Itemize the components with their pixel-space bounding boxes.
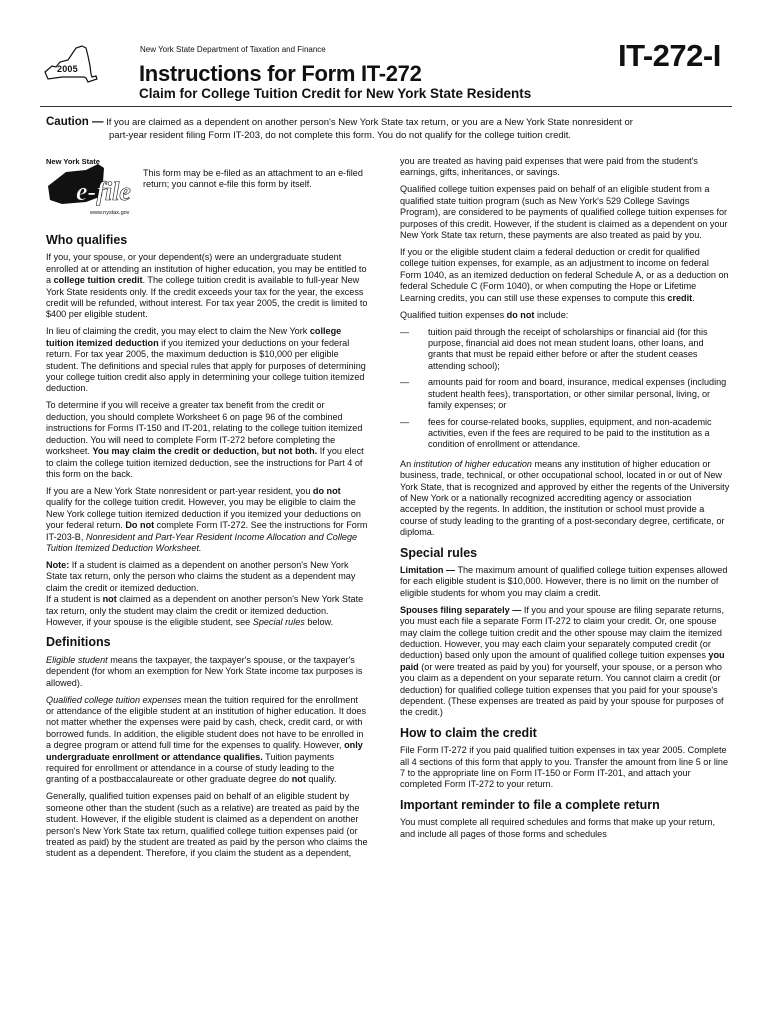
paragraph: If you are a New York State nonresident or part-year resident, you do not qualify for the college tuition credit. However, you may be eligible to claim the New York college tuition itemized deduction if you itemized your deductions on your federal return. Do not complete Form IT-272. See the instructions for Form IT-203-B, Nonresident and Part-Year Resident Income Allocation and College Tuition Itemized Deduction Worksheet. xyxy=(46,485,368,553)
caution-text-2: part-year resident filing Form IT-203, do not complete this form. You do not qualify for the college tuition credit. xyxy=(109,129,572,141)
how-to-claim-heading: How to claim the credit xyxy=(400,725,537,740)
right-column xyxy=(400,156,730,846)
efile-state-label: New York State xyxy=(46,157,100,166)
note-paragraph: Note: If a student is claimed as a dependent on another person's New York State tax return, only the person who claims the student as a dependent may claim the credit or itemized deduction. xyxy=(46,559,356,593)
tax-year-label: 2005 xyxy=(57,64,78,74)
paragraph: you are treated as having paid expenses that were paid from the student's earnings, gifts, inheritances, or savings. xyxy=(400,156,698,178)
paragraph: File Form IT-272 if you paid qualified tuition expenses in tax year 2005. Complete all 4 sections of this form that apply to you. Transfer the amount from line 5 or line 7 to the appropriate line on Form IT-150 or Form IT-201, and attach your completed Form IT-272 to your return. xyxy=(400,745,729,790)
page-title: Instructions for Form IT-272 xyxy=(139,61,422,86)
paragraph: Eligible student means the taxpayer, the taxpayer's spouse, or the taxpayer's dependent (for whom an exemption for New York State income tax purposes is allowed). xyxy=(46,654,363,688)
svg-text:e-file: e-file xyxy=(76,177,131,206)
efile-note: This form may be e-filed as an attachment to an e-filed return; you cannot e-file this form by itself. xyxy=(143,168,363,190)
definitions-heading: Definitions xyxy=(46,635,111,650)
paragraph: If you, your spouse, or your dependent(s) were an undergraduate student enrolled at or attending an institution of higher education, you may be entitled to a college tuition credit. The college tuition credit is available to full-year New York State residents only. If the credit exceeds your tax for the year, the excess credit will be refunded, without interest. For tax year 2005, the credit is limited to $400 per eligible student. xyxy=(46,252,368,320)
list-item: — amounts paid for room and board, insurance, medical expenses (including student health fees), transportation, or other similar personal, living, or family expenses; or xyxy=(400,377,727,411)
paragraph: Qualified tuition expenses do not include: xyxy=(400,309,569,320)
form-number: IT-272-I xyxy=(618,38,721,73)
paragraph: Limitation — The maximum amount of qualified college tuition expenses allowed for each eligible student is $10,000. However, there is no limit on the number of eligible students for whom you may claim a credit. xyxy=(400,564,728,598)
special-rules-heading: Special rules xyxy=(400,545,478,560)
paragraph: In lieu of claiming the credit, you may elect to claim the New York college tuition itemized deduction if you itemized your deductions on your federal return. For tax year 2005, the maximum deduction is $10,000 per eligible student. The definitions and special rules that apply for purposes of determining your college tuition credit also apply in determining your college tuition itemized deduction. xyxy=(46,326,366,394)
header-divider xyxy=(40,106,732,107)
caution-label: Caution — xyxy=(46,116,104,128)
note-paragraph: If a student is not claimed as a dependent on another person's New York State tax return, only the student may claim the credit or itemized deduction. However, if your spouse is the eligible student, see Special rules below. xyxy=(46,594,364,627)
efile-url: www.nystax.gov xyxy=(90,210,130,216)
caution-text-1: If you are claimed as a dependent on another person's New York State tax return, or you are a New York State nonresident or xyxy=(106,117,633,128)
paragraph: Qualified college tuition expenses paid on behalf of an eligible student from a qualified state tuition program (such as New York's 529 College Savings Program), are considered to be payments of qualified college tuition expenses for purposes of this credit. However, if the student is claimed as a dependent on your New York State tax return, these payments are also treated as paid by you. xyxy=(400,184,728,241)
list-item: — fees for course-related books, supplies, equipment, and non-academic activities, even if the fees are required to be paid to the institution as a condition of enrollment or attendance. xyxy=(400,416,712,450)
reminder-heading: Important reminder to file a complete return xyxy=(400,797,660,812)
paragraph: Qualified college tuition expenses mean the tuition required for the enrollment or attendance of the eligible student at an institution of higher education. It does not matter whether the expenses were paid by cash, check, credit card, or with borrowed funds. In addition, the eligible student does not have to be enrolled in a degree program or attend full time for the expenses to qualify. However, only undergraduate enrollment or attendance qualifies. Tuition payments required for enrollment or attendance in a course of study leading to the granting of a postbaccalaureate or other graduate degree do not qualify. xyxy=(46,694,367,785)
page-subtitle: Claim for College Tuition Credit for New York State Residents xyxy=(139,86,532,101)
department-name: New York State Department of Taxation and Finance xyxy=(140,45,326,54)
left-column xyxy=(46,156,368,865)
efile-block xyxy=(46,156,368,226)
paragraph: Spouses filing separately — If you and your spouse are filing separate returns, you must each file a separate Form IT-272 to claim your credit. Or, one spouse may claim the college tuition credit and the other spouse may claim the itemized deduction. However, you may each claim your separately computed credit (or deduction) based only upon the amount of qualified college tuition expenses you paid (or were treated as paid by you) for yourself, your spouse, or a person who you claim as a dependent on your separate return. You cannot claim a credit (or deduction) for qualified college tuition expenses that you paid for your spouse's dependent. (These expenses are treated as paid by your spouse for purposes of the credit.) xyxy=(400,604,725,718)
paragraph: An institution of higher education means any institution of higher education or business, trade, technical, or other occupational school, located in or out of New York State, that is recognized and approved by either the regents of the University of New York or a nationally recognized accrediting agency or association accepted by the regents. In addition, the institution or school must provide a course of study leading to the granting of a post-secondary degree, certificate, or diploma. xyxy=(400,458,730,538)
paragraph: You must complete all required schedules and forms that make up your return, and include all pages of those forms and schedules xyxy=(400,817,716,839)
list-item: — tuition paid through the receipt of scholarships or financial aid (for this purpose, financial aid does not mean student loans, other loans, and grants that must be repaid either before or after the student ceases attending school); xyxy=(400,326,708,371)
efile-logo-icon xyxy=(46,156,141,222)
caution-notice xyxy=(46,116,736,143)
paragraph: To determine if you will receive a greater tax benefit from the credit or deduction, you should complete Worksheet 6 on page 96 of the combined instructions for Forms IT-150 and IT-201, relating to the college tuition itemized deduction. You will need to complete Form IT-272 before completing the worksheet. You may claim the credit or deduction, but not both. If you elect to claim the college tuition itemized deduction, see the instructions for Part 4 of this form on the back. xyxy=(46,400,364,479)
who-qualifies-heading: Who qualifies xyxy=(46,233,128,247)
paragraph: If you or the eligible student claim a federal deduction or credit for qualified college tuition expenses, for example, as an adjustment to income on federal Form 1040, as an itemized deduction on federal Schedule A, or as a deduction on federal Schedule C (Form 1040), or when computing the Hope or Lifetime Learning credits, you can still use these expenses to compute this credit. xyxy=(400,247,729,303)
paragraph: Generally, qualified tuition expenses paid on behalf of an eligible student by someone other than the student (such as a relative) are treated as paid by the student. However, if the eligible student is claimed as a dependent on another person's New York State tax return, qualified college tuition expenses paid (or treated as paid) by the student are treated as paid by the person who claims the student as a dependent. Therefore, if you claim the student as a dependent, xyxy=(46,791,368,859)
